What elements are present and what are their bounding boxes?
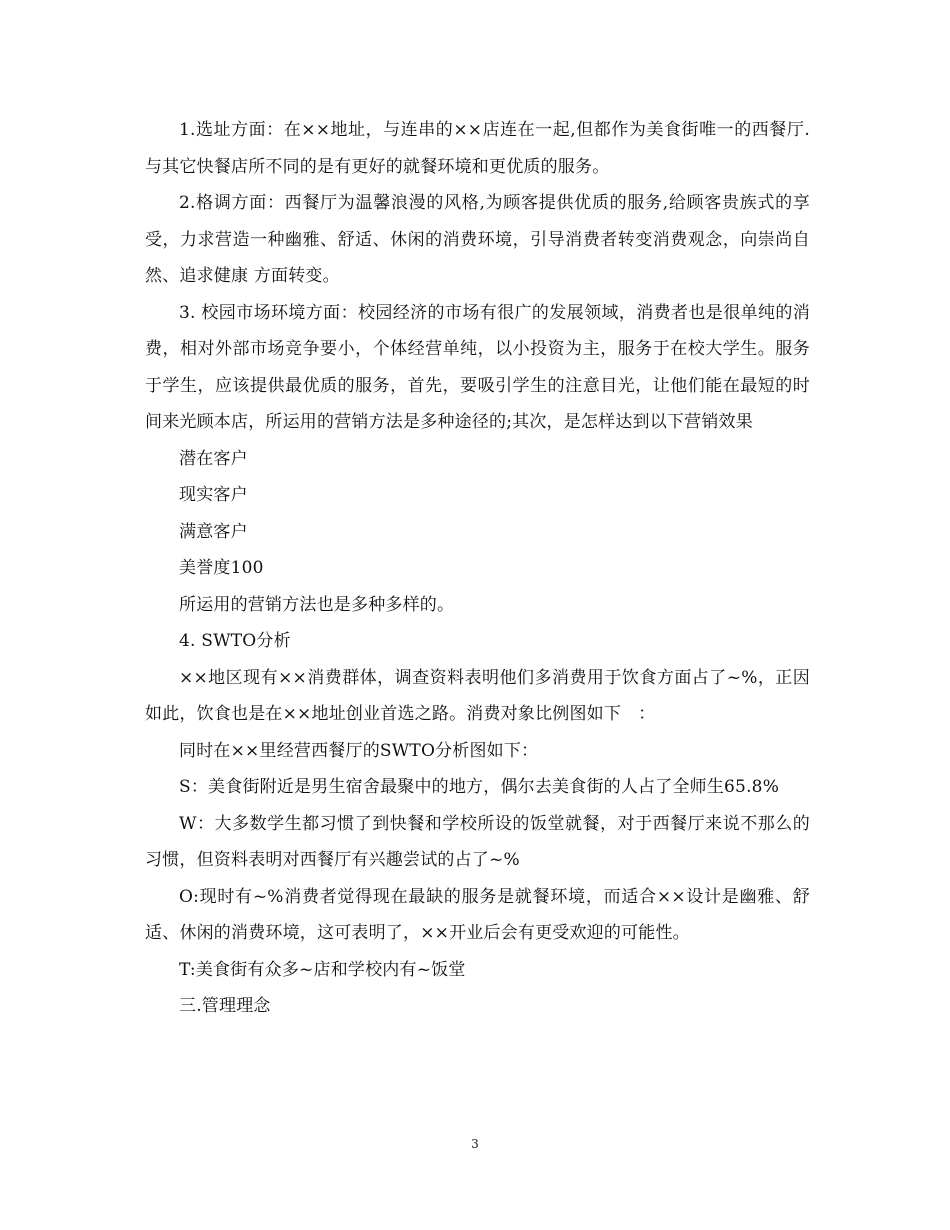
page-number: 3 [471,1137,479,1151]
paragraph-threat: T:美食街有众多~店和学校内有~饭堂 [179,959,466,980]
paragraph-location: 1.选址方面：在××地址，与连串的××店连在一起,但都作为美食街唯一的西餐厅.与其它快餐店所不同的是有更好的就餐环境和更优质的服务。 [145,120,810,177]
list-item-real-customer: 现实客户 [179,485,248,505]
paragraph-consumer-group: ××地区现有××消费群体，调查资料表明他们多消费用于饮食方面占了~%，正因如此，饮食也是在××地址创业首选之路。消费对象比例图如下 ： [145,667,810,724]
paragraph-campus-market: 3. 校园市场环境方面：校园经济的市场有很广的发展领域，消费者也是很单纯的消费，相对外部市场竞争要小，个体经营单纯，以小投资为主，服务于在校大学生。服务于学生，应该提供最优质的服务，首先，要吸引学生的注意目光，让他们能在最短的时间来光顾本店，所运用的营销方法是多种途径的;其次，是怎样达到以下营销效果 [145,302,810,432]
paragraph-strength: S：美食街附近是男生宿舍最聚中的地方，偶尔去美食街的人占了全师生65.8% [179,777,780,797]
paragraph-marketing-methods: 所运用的营销方法也是多种多样的。 [179,594,455,615]
document-body [145,112,810,1025]
section-heading-swot: 4. SWTO分析 [179,631,291,651]
paragraph-style: 2.格调方面：西餐厅为温馨浪漫的风格,为顾客提供优质的服务,给顾客贵族式的享受，力求营造一种幽雅、舒适、休闲的消费环境，引导消费者转变消费观念，向崇尚自然、追求健康 方面转变。 [145,193,810,286]
section-heading-management: 三.管理理念 [179,996,271,1016]
list-item-satisfied-customer: 满意客户 [179,521,248,542]
paragraph-opportunity: O:现时有~%消费者觉得现在最缺的服务是就餐环境，而适合××设计是幽雅、舒适、休闲的消费环境，这可表明了，××开业后会有更受欢迎的可能性。 [145,886,810,943]
paragraph-swot-intro: 同时在××里经营西餐厅的SWTO分析图如下： [179,740,539,761]
list-item-potential-customer: 潜在客户 [179,448,248,469]
list-item-reputation: 美誉度100 [179,558,264,578]
paragraph-weakness: W：大多数学生都习惯了到快餐和学校所设的饭堂就餐，对于西餐厅来说不那么的习惯，但资料表明对西餐厅有兴趣尝试的占了~% [145,813,810,870]
